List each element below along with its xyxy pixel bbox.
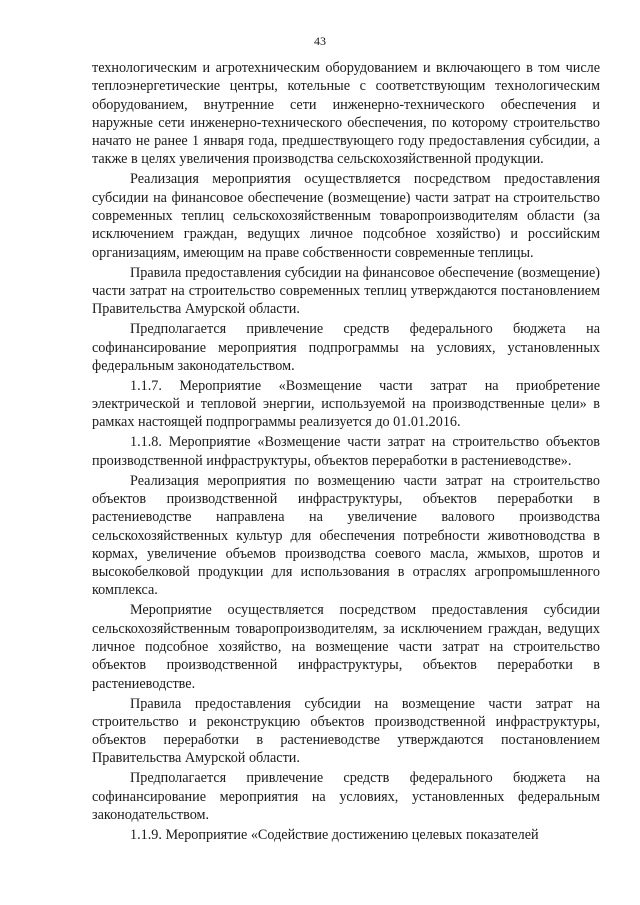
paragraph-1-1-9: 1.1.9. Мероприятие «Содействие достижению целевых показателей [130, 827, 539, 844]
paragraph-1-1-8: 1.1.8. Мероприятие «Возмещение части затрат на строительство объектов производственной инфраструктуры, объектов переработки в растениеводстве». [92, 434, 600, 469]
body-text [92, 59, 600, 846]
paragraph-1-1-7: 1.1.7. Мероприятие «Возмещение части затрат на приобретение электрической и тепловой энергии, используемой на производственные цели» в рамках настоящей подпрограммы реализуется до 01.01.2016. [92, 377, 600, 431]
paragraph: Правила предоставления субсидии на возмещение части затрат на строительство и реконструкцию объектов производственной инфраструктуры, объектов переработки в растениеводстве утверждаются постановлением Правительства Амурской области. [92, 695, 600, 767]
page-number: 43 [314, 34, 326, 48]
paragraph-continuation: технологическим и агротехническим оборудованием и включающего в том числе теплоэнергетические центры, котельные с соответствующим технологическим оборудованием, внутренние сети инженерно-технического обеспечения и наружные сети инженерно-технического обеспечения, по которому строительство начато не ранее 1 января года, предшествующего году предоставления субсидии, а также в целях увеличения производства сельскохозяйственной продукции. [92, 60, 600, 168]
paragraph: Реализация мероприятия осуществляется посредством предоставления субсидии на финансовое обеспечение (возмещение) части затрат на строительство современных теплиц сельскохозяйственным товаропроизводителям области (за исключением граждан, ведущих личное подсобное хозяйство) и российским организациям, имеющим на праве собственности современные теплицы. [92, 171, 600, 261]
paragraph: Предполагается привлечение средств федерального бюджета на софинансирование мероприятия подпрограммы на условиях, установленных федеральным законодательством. [92, 321, 600, 374]
paragraph: Правила предоставления субсидии на финансовое обеспечение (возмещение) части затрат на строительство современных теплиц утверждаются постановлением Правительства Амурской области. [92, 264, 600, 318]
paragraph: Предполагается привлечение средств федерального бюджета на софинансирование мероприятия на условиях, установленных федеральным законодательством. [92, 770, 600, 824]
paragraph: Реализация мероприятия по возмещению части затрат на строительство объектов производственной инфраструктуры, объектов переработки в растениеводстве направлена на увеличение валового производства сельскохозяйственных культур для обеспечения потребности животноводства в кормах, увеличение объемов производства соевого масла, жмыхов, шротов и высокобелковой продукции для использования в отраслях агропромышленного комплекса. [92, 472, 600, 599]
paragraph: Мероприятие осуществляется посредством предоставления субсидии сельскохозяйственным товаропроизводителям, за исключением граждан, ведущих личное подсобное хозяйство, на возмещение части затрат на строительство объектов производственной инфраструктуры, объектов переработки в растениеводстве. [92, 602, 600, 692]
